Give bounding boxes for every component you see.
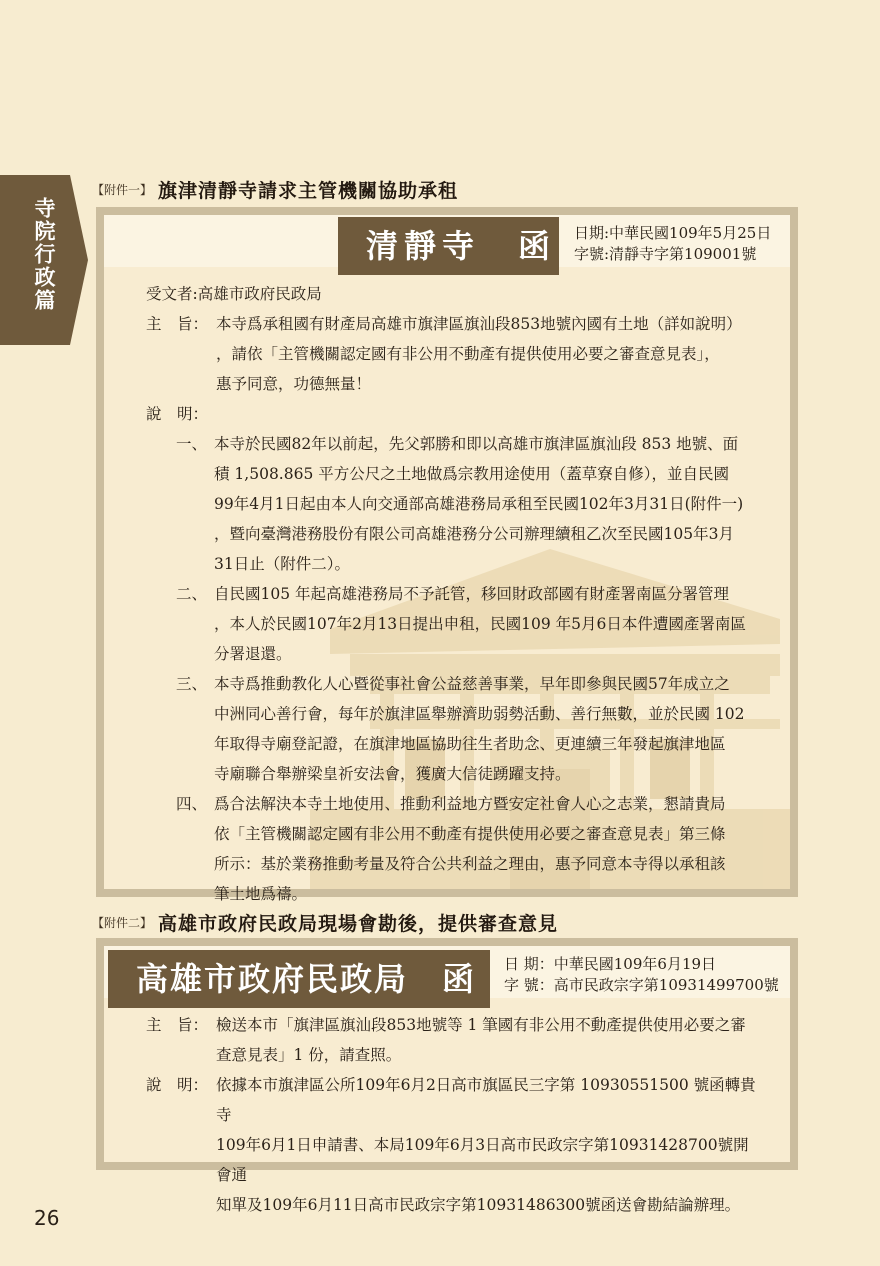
section2-title: 高雄市政府民政局現場會勘後，提供審查意見 — [158, 913, 559, 935]
item-line: 所示：基於業務推動考量及符合公共利益之理由，惠予同意本寺得以承租該 — [214, 855, 726, 873]
letter-meta — [574, 223, 771, 265]
letter-civil-affairs-bureau — [96, 938, 798, 1214]
item-line: ，暨向臺灣港務股份有限公司高雄港務分公司辦理續租乙次至民國105年3月 — [214, 525, 734, 543]
subject-row — [104, 1010, 790, 1070]
subject-line: 查意見表」1 份，請查照。 — [216, 1046, 402, 1064]
section1-tag: 【附件一】 — [92, 183, 153, 197]
letter-qingjing-temple — [96, 207, 798, 903]
letter-date: 日 期：中華民國109年6月19日 — [504, 955, 717, 973]
item-line: 寺廟聯合舉辦梁皇祈安法會，獲廣大信徒踴躍支持。 — [214, 765, 571, 783]
subject-label: 主 旨： — [146, 1016, 209, 1034]
item-line: 中洲同心善行會，每年於旗津區舉辦濟助弱勢活動、善行無數，並於民國 102 — [214, 705, 745, 723]
section2-tag: 【附件二】 — [92, 916, 153, 930]
item-number: 二、 — [176, 585, 208, 603]
item-line: 年取得寺廟登記證，在旗津地區協助往生者助念、更連續三年發起旗津地區 — [214, 735, 726, 753]
explain-label: 說 明： — [146, 1076, 209, 1094]
item-line: 99年4月1日起由本人向交通部高雄港務局承租至民國102年3月31日(附件一) — [214, 495, 744, 513]
explain-line: 109年6月1日申請書、本局109年6月3日高市民政宗字第10931428700號開會通 — [216, 1136, 749, 1184]
section1-title: 旗津清靜寺請求主管機關協助承租 — [158, 180, 459, 202]
page-number: 26 — [34, 1206, 60, 1230]
item-number: 三、 — [176, 675, 208, 693]
section2-heading — [92, 909, 558, 936]
letter-body — [104, 279, 790, 909]
item-line: 積 1,508.865 平方公尺之土地做爲宗教用途使用（蓋草寮自修），並自民國 — [214, 465, 729, 483]
explain-item — [104, 429, 790, 579]
explain-item — [104, 789, 790, 909]
explain-label: 說 明： — [146, 405, 209, 423]
item-line: 依「主管機關認定國有非公用不動產有提供使用必要之審查意見表」第三條 — [214, 825, 726, 843]
letter-date: 日期:中華民國109年5月25日 — [574, 224, 772, 242]
item-line: 本寺於民國82年以前起，先父郭勝和即以高雄市旗津區旗汕段 853 地號、面 — [214, 435, 739, 453]
item-line: ，本人於民國107年2月13日提出申租，民國109 年5月6日本件遭國產署南區 — [214, 615, 746, 633]
letter-title: 高雄市政府民政局 函 — [108, 950, 490, 1008]
item-line: 爲合法解決本寺土地使用、推動利益地方暨安定社會人心之志業，懇請貴局 — [214, 795, 726, 813]
subject-label: 主 旨： — [146, 315, 209, 333]
section-side-tab — [0, 175, 88, 345]
explain-row — [104, 1070, 790, 1220]
section1-heading — [92, 176, 458, 203]
letter-ref-number: 字號:清靜寺字第109001號 — [574, 245, 757, 263]
subject-row — [104, 309, 790, 399]
explain-item — [104, 669, 790, 789]
explain-line: 知單及109年6月11日高市民政宗字第10931486300號函送會勘結論辦理。 — [216, 1196, 741, 1214]
item-line: 分署退還。 — [214, 645, 292, 663]
letter-title: 清靜寺 函 — [338, 217, 559, 275]
item-line: 筆土地爲禱。 — [214, 885, 308, 903]
item-number: 四、 — [176, 795, 208, 813]
subject-line: 本寺爲承租國有財產局高雄市旗津區旗汕段853地號內國有土地（詳如說明） — [216, 315, 742, 333]
item-number: 一、 — [176, 435, 208, 453]
letter-meta — [504, 954, 779, 996]
subject-line: 惠予同意，功德無量！ — [216, 375, 372, 393]
subject-line: ，請依「主管機關認定國有非公用不動產有提供使用必要之審查意見表」， — [216, 345, 720, 363]
item-line: 自民國105 年起高雄港務局不予託管，移回財政部國有財產署南區分署管理 — [214, 585, 730, 603]
subject-line: 檢送本市「旗津區旗汕段853地號等 1 筆國有非公用不動產提供使用必要之審 — [216, 1016, 746, 1034]
letter-ref-number: 字 號：高市民政宗字第10931499700號 — [504, 976, 779, 994]
explain-item — [104, 579, 790, 669]
recipient: 受文者:高雄市政府民政局 — [146, 285, 322, 303]
letter-body — [104, 1010, 790, 1220]
item-line: 本寺爲推動教化人心暨從事社會公益慈善事業，早年即參與民國57年成立之 — [214, 675, 730, 693]
item-line: 31日止（附件二）。 — [214, 555, 350, 573]
explain-line: 依據本市旗津區公所109年6月2日高市旗區民三字第 10930551500 號函轉貴寺 — [216, 1076, 756, 1124]
side-tab-label: 寺院行政篇 — [32, 197, 56, 312]
